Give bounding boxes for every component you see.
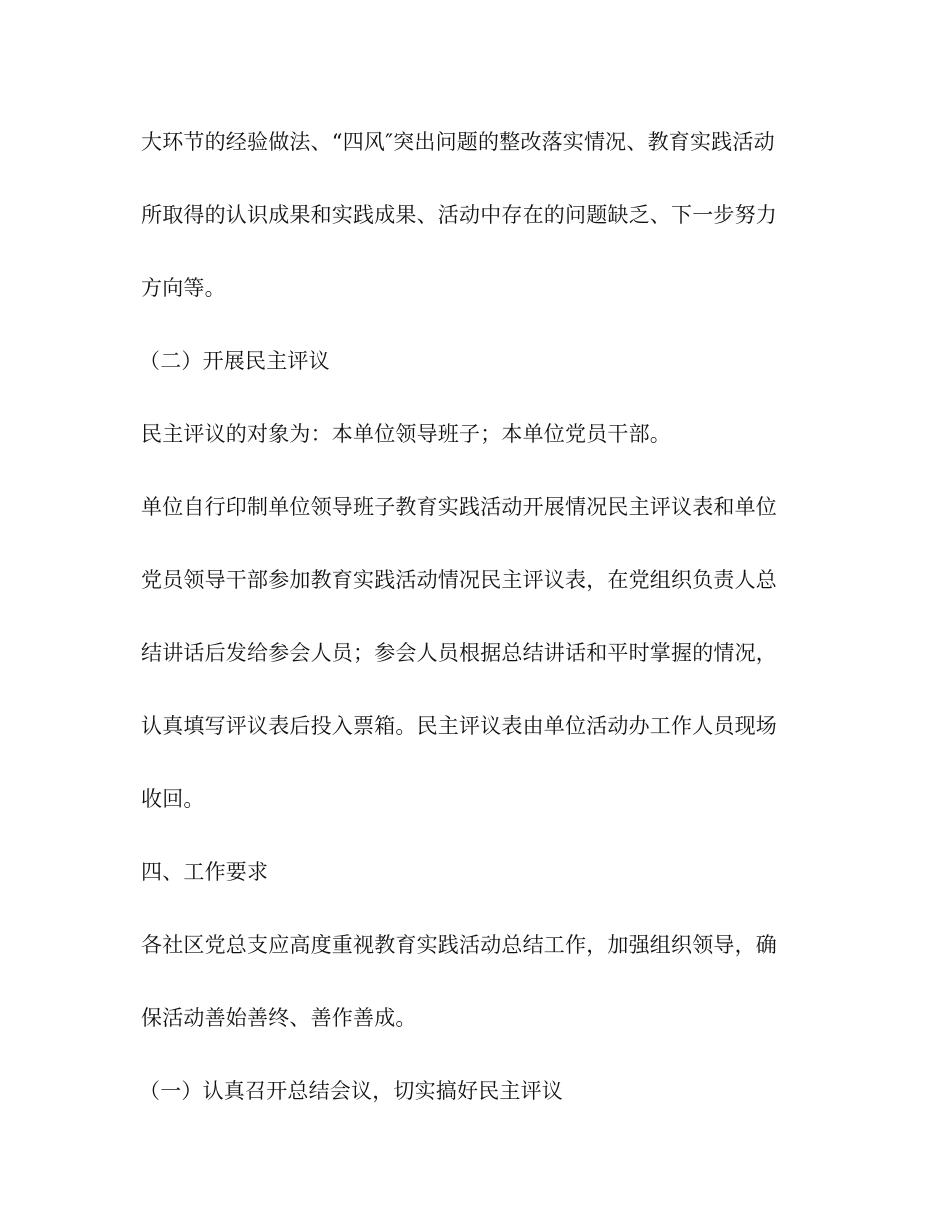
section-heading: （二）开展民主评议 <box>139 349 330 373</box>
section-heading: （一）认真召开总结会议，切实搞好民主评议 <box>139 1079 563 1103</box>
paragraph-line: 所取得的认识成果和实践成果、活动中存在的问题缺乏、下一步努力 <box>141 203 777 227</box>
paragraph-line: 民主评议的对象为：本单位领导班子；本单位党员干部。 <box>141 422 671 446</box>
paragraph-line: 党员领导干部参加教育实践活动情况民主评议表，在党组织负责人总 <box>141 568 777 592</box>
paragraph-line: 认真填写评议表后投入票箱。民主评议表由单位活动办工作人员现场 <box>141 714 777 738</box>
paragraph-line: 结讲话后发给参会人员；参会人员根据总结讲话和平时掌握的情况， <box>141 641 777 665</box>
paragraph-line: 单位自行印制单位领导班子教育实践活动开展情况民主评议表和单位 <box>141 495 777 519</box>
section-heading: 四、工作要求 <box>141 860 269 884</box>
paragraph-line: 收回。 <box>141 787 205 811</box>
paragraph-line: 各社区党总支应高度重视教育实践活动总结工作，加强组织领导，确 <box>141 933 777 957</box>
paragraph-line: 方向等。 <box>141 276 226 300</box>
paragraph-line: 保活动善始善终、善作善成。 <box>141 1006 417 1030</box>
paragraph-line: 大环节的经验做法、“四风″突出问题的整改落实情况、教育实践活动 <box>141 130 775 154</box>
